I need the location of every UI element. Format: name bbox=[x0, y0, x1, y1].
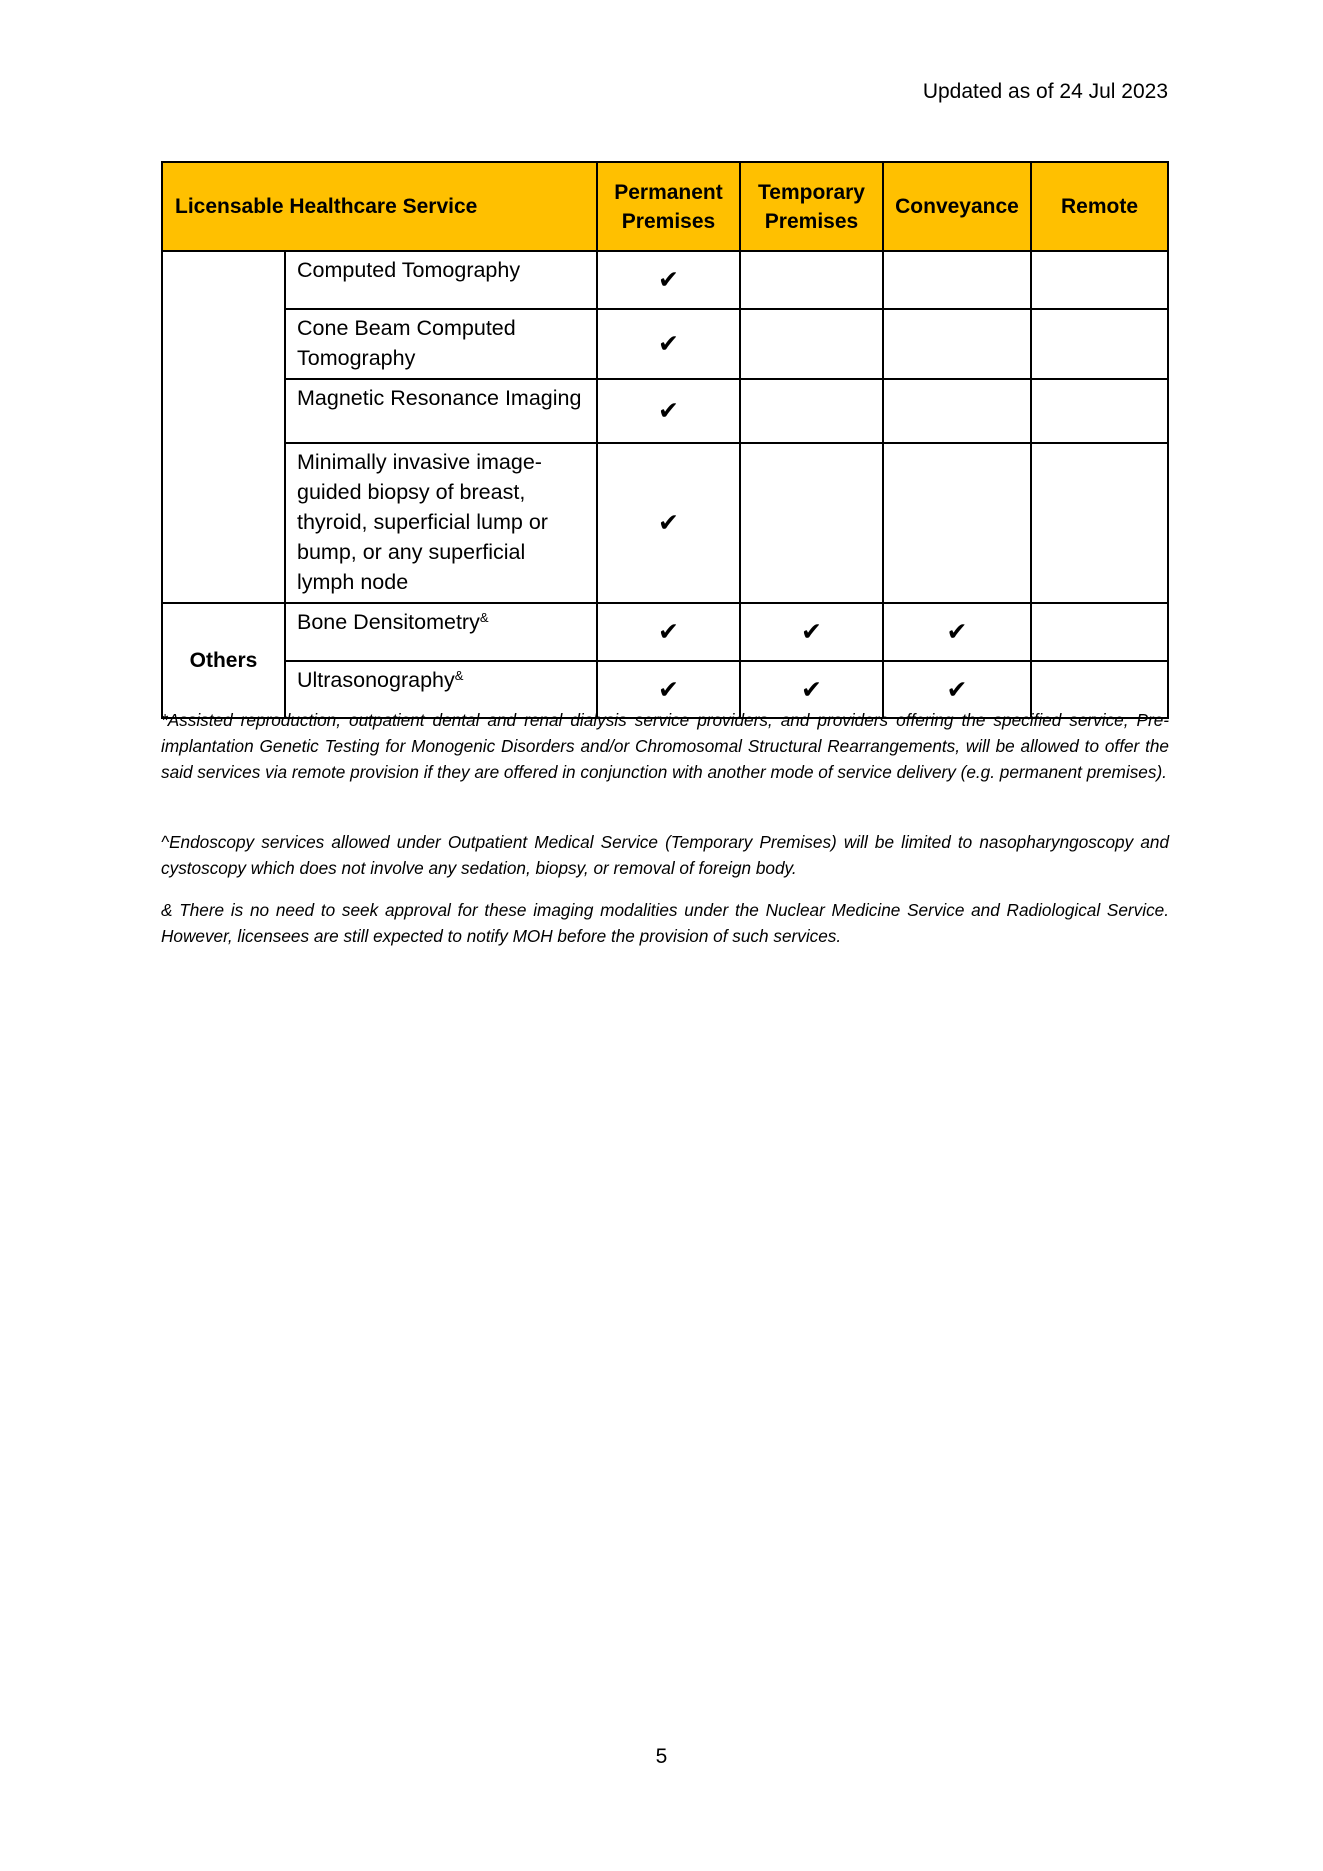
ampersand-marker: & bbox=[479, 610, 489, 625]
service-name: Magnetic Resonance Imaging bbox=[285, 379, 597, 443]
table-row bbox=[162, 603, 1168, 661]
cell-temporary bbox=[740, 309, 883, 379]
service-name: Cone Beam Computed Tomography bbox=[285, 309, 597, 379]
header-permanent-premises: Permanent Premises bbox=[597, 162, 740, 251]
cell-remote bbox=[1031, 603, 1168, 661]
cell-conveyance bbox=[883, 251, 1031, 309]
check-temporary: ✔ bbox=[740, 661, 883, 718]
cell-remote bbox=[1031, 309, 1168, 379]
cell-remote bbox=[1031, 443, 1168, 603]
cell-conveyance bbox=[883, 309, 1031, 379]
footnote-asterisk: *Assisted reproduction, outpatient dental and renal dialysis service providers, and providers offering the specified service, Pre-implantation Genetic Testing for Monogenic Disorders and/or Chromosomal Structural Rearrangements, will be allowed to offer the said services via remote provision if they are offered in conjunction with another mode of service delivery (e.g. permanent premises). bbox=[161, 710, 1169, 782]
header-remote: Remote bbox=[1031, 162, 1168, 251]
service-name: Computed Tomography bbox=[285, 251, 597, 309]
service-name bbox=[285, 603, 597, 661]
check-permanent: ✔ bbox=[597, 379, 740, 443]
cell-conveyance bbox=[883, 379, 1031, 443]
footnote-caret: ^Endoscopy services allowed under Outpatient Medical Service (Temporary Premises) will be limited to nasopharyngoscopy and cystoscopy which does not involve any sedation, biopsy, or removal of foreign body. bbox=[161, 832, 1169, 878]
header-service: Licensable Healthcare Service bbox=[162, 162, 597, 251]
check-permanent: ✔ bbox=[597, 443, 740, 603]
table-header-row bbox=[162, 162, 1168, 251]
service-name: Minimally invasive image-guided biopsy of breast, thyroid, superficial lump or bump, or any superficial lymph node bbox=[285, 443, 597, 603]
footnote-ampersand: & There is no need to seek approval for these imaging modalities under the Nuclear Medicine Service and Radiological Service. However, licensees are still expected to notify MOH before the provision of such services. bbox=[161, 900, 1169, 946]
cell-conveyance bbox=[883, 443, 1031, 603]
check-permanent: ✔ bbox=[597, 251, 740, 309]
check-permanent: ✔ bbox=[597, 661, 740, 718]
header-conveyance: Conveyance bbox=[883, 162, 1031, 251]
table-row bbox=[162, 443, 1168, 603]
cell-temporary bbox=[740, 251, 883, 309]
check-permanent: ✔ bbox=[597, 309, 740, 379]
header-temporary-premises: Temporary Premises bbox=[740, 162, 883, 251]
service-name-text: Ultrasonography bbox=[297, 668, 455, 692]
ampersand-marker: & bbox=[454, 668, 464, 683]
check-conveyance: ✔ bbox=[883, 603, 1031, 661]
check-temporary: ✔ bbox=[740, 603, 883, 661]
cell-temporary bbox=[740, 443, 883, 603]
updated-date: Updated as of 24 Jul 2023 bbox=[922, 80, 1168, 103]
cell-temporary bbox=[740, 379, 883, 443]
cell-remote bbox=[1031, 251, 1168, 309]
group-others-label: Others bbox=[162, 603, 285, 718]
page-number: 5 bbox=[655, 1745, 668, 1768]
table-row bbox=[162, 251, 1168, 309]
check-conveyance: ✔ bbox=[883, 661, 1031, 718]
group-cell-blank bbox=[162, 251, 285, 603]
cell-remote bbox=[1031, 379, 1168, 443]
table-row bbox=[162, 379, 1168, 443]
licensable-services-table bbox=[161, 161, 1169, 719]
check-permanent: ✔ bbox=[597, 603, 740, 661]
service-name-text: Bone Densitometry bbox=[297, 610, 480, 634]
table-row bbox=[162, 309, 1168, 379]
